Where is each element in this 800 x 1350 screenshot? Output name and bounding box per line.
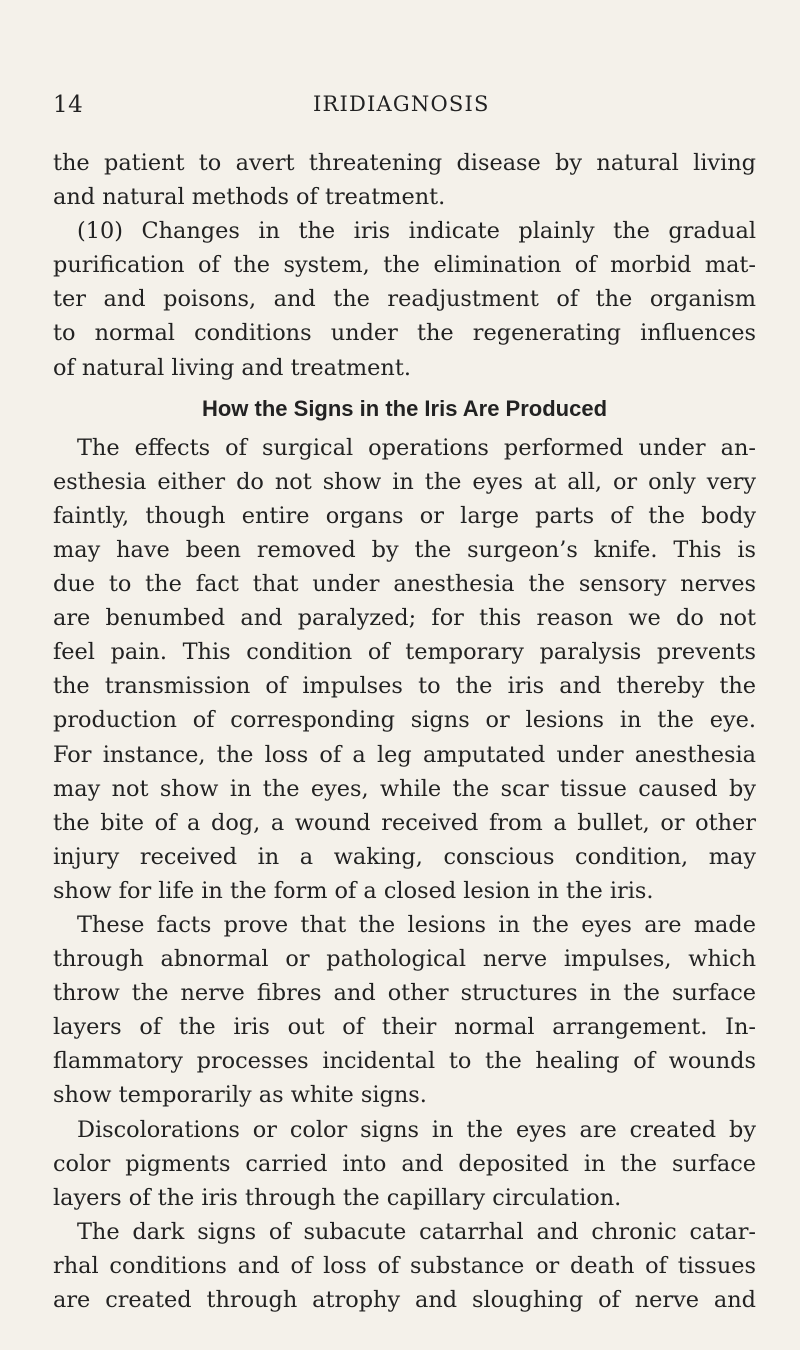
text-line: are benumbed and paralyzed; for this reason we do not [53, 605, 756, 632]
text-line: throw the nerve fibres and other structures in the surface [53, 980, 756, 1007]
text-line: flammatory processes incidental to the healing of wounds [53, 1048, 756, 1075]
page-number: 14 [53, 92, 84, 118]
text-line: and natural methods of treatment. [53, 184, 446, 211]
text-line: the bite of a dog, a wound received from a bullet, or other [53, 809, 756, 836]
section-heading: How the Signs in the Iris Are Produced [201, 395, 608, 421]
text-line: The effects of surgical operations performed under an- [77, 434, 756, 461]
text-line: of natural living and treatment. [53, 354, 411, 381]
text-line: through abnormal or pathological nerve impulses, which [53, 946, 756, 973]
text-line: For instance, the loss of a leg amputated under anesthesia [53, 741, 756, 768]
text-line: Discolorations or color signs in the eyes are created by [77, 1116, 756, 1143]
text-line: the transmission of impulses to the iris and thereby the [53, 673, 756, 700]
text-line: purification of the system, the elimination of morbid mat- [53, 252, 756, 279]
text-line: The dark signs of subacute catarrhal and chronic catar- [77, 1218, 756, 1245]
text-line: show for life in the form of a closed lesion in the iris. [53, 877, 654, 904]
text-line: These facts prove that the lesions in the eyes are made [77, 911, 756, 938]
text-line: faintly, though entire organs or large parts of the body [53, 502, 756, 529]
page-header [53, 92, 753, 122]
text-line: layers of the iris through the capillary circulation. [53, 1184, 622, 1211]
body-text [53, 146, 756, 1317]
text-line: esthesia either do not show in the eyes at all, or only very [53, 468, 756, 495]
text-line: layers of the iris out of their normal arrangement. In- [53, 1014, 756, 1041]
text-line: due to the fact that under anesthesia the sensory nerves [53, 571, 756, 598]
text-block-after-heading [53, 431, 756, 1317]
text-line: show temporarily as white signs. [53, 1082, 427, 1109]
text-line: are created through atrophy and sloughing of nerve and [53, 1287, 756, 1313]
text-block-before-heading [53, 146, 756, 385]
text-line: feel pain. This condition of temporary paralysis prevents [53, 639, 756, 666]
text-line: (10) Changes in the iris indicate plainly the gradual [77, 218, 756, 245]
text-line: to normal conditions under the regenerating influences [53, 320, 756, 347]
text-line: color pigments carried into and deposited in the surface [53, 1150, 756, 1177]
text-line: the patient to avert threatening disease by natural living [53, 150, 756, 176]
text-line: may have been removed by the surgeon’s knife. This is [53, 536, 756, 563]
text-line: rhal conditions and of loss of substance or death of tissues [53, 1252, 756, 1279]
text-line: ter and poisons, and the readjustment of the organism [53, 286, 756, 313]
running-head: IRIDIAGNOSIS [313, 92, 490, 116]
text-line: production of corresponding signs or lesions in the eye. [53, 707, 756, 734]
text-line: may not show in the eyes, while the scar tissue caused by [53, 775, 756, 802]
text-line: injury received in a waking, conscious condition, may [53, 843, 756, 870]
